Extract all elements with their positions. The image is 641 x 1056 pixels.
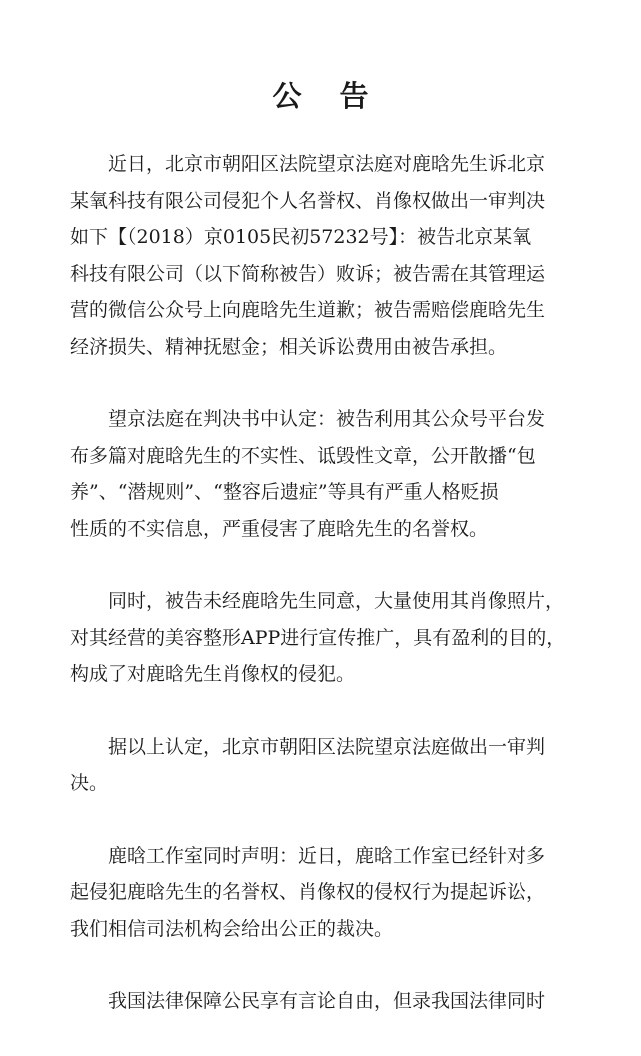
page-title: 公 告 bbox=[272, 79, 383, 113]
text-line: 近日，北京市朝阳区法院望京法庭对鹿晗先生诉北京 bbox=[108, 153, 546, 175]
paragraph-court-finding bbox=[70, 401, 578, 547]
paragraph-studio-statement bbox=[70, 838, 578, 948]
text-line: 对其经营的美容整形APP进行宣传推广，具有盈利的目的， bbox=[70, 626, 566, 649]
text-line: 同时，被告未经鹿晗先生同意，大量使用其肖像照片， bbox=[108, 590, 565, 612]
text-line: 性质的不实信息，严重侵害了鹿晗先生的名誉权。 bbox=[70, 517, 489, 540]
paragraph-free-speech bbox=[70, 983, 578, 1020]
text-line: 起侵犯鹿晗先生的名誉权、肖像权的侵权行为提起诉讼， bbox=[70, 881, 546, 903]
text-line: 布多篇对鹿晗先生的不实性、诋毁性文章，公开散播“包 bbox=[70, 444, 536, 467]
text-line: 我国法律保障公民享有言论自由，但录我国法律同时 bbox=[108, 990, 546, 1012]
text-line: 养”、“潜规则”、“整容后遗症”等具有严重人格贬损 bbox=[70, 481, 499, 503]
text-line: 经济损失、精神抚慰金；相关诉讼费用由被告承担。 bbox=[70, 335, 508, 358]
paragraph-conclusion bbox=[70, 729, 578, 802]
text-line: 某氧科技有限公司侵犯个人名誉权、肖像权做出一审判决 bbox=[70, 189, 546, 212]
paragraph-judgment bbox=[70, 146, 578, 365]
text-line: 鹿晗工作室同时声明：近日，鹿晗工作室已经针对多 bbox=[108, 844, 546, 867]
announcement-body bbox=[70, 146, 578, 1056]
text-line: 决。 bbox=[70, 772, 109, 794]
text-line: 营的微信公众号上向鹿晗先生道歉；被告需赔偿鹿晗先生 bbox=[70, 299, 546, 321]
text-line: 望京法庭在判决书中认定：被告利用其公众号平台发 bbox=[108, 408, 546, 430]
paragraph-portrait-right bbox=[70, 583, 578, 693]
text-line: 我们相信司法机构会给出公正的裁决。 bbox=[70, 917, 394, 940]
text-line: 科技有限公司（以下简称被告）败诉；被告需在其管理运 bbox=[70, 262, 546, 285]
text-line: 据以上认定，北京市朝阳区法院望京法庭做出一审判 bbox=[108, 735, 546, 758]
text-line: 构成了对鹿晗先生肖像权的侵犯。 bbox=[70, 663, 356, 685]
text-line: 如下【（2018）京0105民初57232号】：被告北京某氧 bbox=[70, 226, 532, 248]
